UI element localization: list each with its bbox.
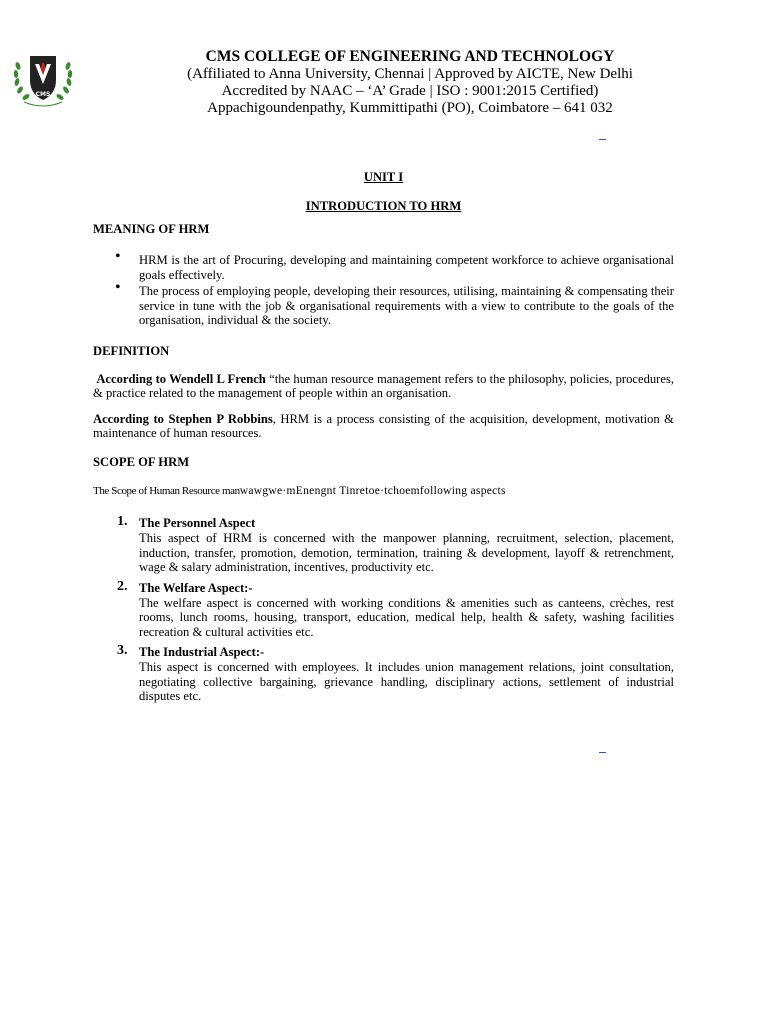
french-text: “the human resource management refers to the philosophy, policies, procedures, & practice related to the management of people within an organisation. xyxy=(93,371,674,400)
list-item: 1. The Personnel Aspect This aspect of HRM is concerned with the manpower planning, recruitment, selection, placement, induction, transfer, promotion, demotion, termination, training & development, layoff & retrenchment, wage & salary administration, incentives, productivity etc. xyxy=(117,514,674,574)
french-author: According to Wendell L French xyxy=(96,371,266,386)
affiliation-line: (Affiliated to Anna University, Chennai | Approved by AICTE, New Delhi xyxy=(187,66,633,82)
list-item: 3. The Industrial Aspect:- This aspect is concerned with employees. It includes union management relations, joint consultation, negotiating collective bargaining, grievance handling, disciplinary actions, settlement of industrial disputes etc. xyxy=(117,643,674,703)
robbins-definition xyxy=(93,412,674,441)
college-header xyxy=(100,48,720,117)
page-link-mark-top[interactable] xyxy=(599,139,606,140)
college-name: CMS COLLEGE OF ENGINEERING AND TECHNOLOGY xyxy=(205,48,615,65)
aspect-title: The Industrial Aspect:- xyxy=(139,645,265,659)
list-item: • HRM is the art of Procuring, developing and maintaining competent workforce to achieve organisational goals effectively. xyxy=(115,248,674,282)
meaning-heading: MEANING OF HRM xyxy=(93,222,210,236)
unit-title: UNIT I xyxy=(363,170,404,184)
aspect-text: The welfare aspect is concerned with working conditions & amenities such as canteens, crèches, rest rooms, lunch rooms, housing, transport, education, medical help, health & safety, washing facilities recreation & cultural activities etc. xyxy=(139,595,674,639)
list-item: 2. The Welfare Aspect:- The welfare aspect is concerned with working conditions & amenities such as canteens, crèches, rest rooms, lunch rooms, housing, transport, education, medical help, health & safety, washing facilities recreation & cultural activities etc. xyxy=(117,578,674,639)
scope-heading: SCOPE OF HRM xyxy=(93,454,190,469)
bullet-icon: • xyxy=(115,279,121,296)
aspect-text: This aspect of HRM is concerned with the manpower planning, recruitment, selection, placement, induction, transfer, promotion, demotion, termination, training & development, layoff & retrenchment, wage & salary administration, incentives, productivity etc. xyxy=(139,531,674,574)
aspect-title: The Personnel Aspect xyxy=(139,516,256,530)
robbins-author: According to Stephen P Robbins xyxy=(93,411,273,426)
document-body xyxy=(93,170,674,710)
accreditation-line: Accredited by NAAC – ‘A’ Grade | ISO : 9001:2015 Certified) xyxy=(221,83,599,99)
french-definition xyxy=(93,372,674,401)
aspect-text: This aspect is concerned with employees. It includes union management relations, joint consultation, negotiating collective bargaining, grievance handling, disciplinary actions, settlement of industrial disputes etc. xyxy=(139,660,674,703)
scope-intro: The Scope of Human Resource manwawgwe·mEnengnt Tinretoe·tchoemfollowing aspects xyxy=(93,484,506,497)
scope-garbled-text: wawgwe·mEnengnt Tinretoe·tchoem xyxy=(239,484,420,497)
college-logo xyxy=(10,50,76,112)
page-link-mark-bottom[interactable] xyxy=(599,752,606,753)
bullet-icon: • xyxy=(115,248,121,265)
robbins-text: , HRM is a process consisting of the acquisition, development, motivation & maintenance of human resources. xyxy=(93,411,674,440)
aspect-title: The Welfare Aspect:- xyxy=(139,580,253,595)
logo-text: CMS xyxy=(35,91,51,98)
chapter-title: INTRODUCTION TO HRM xyxy=(305,199,462,213)
definition-heading: DEFINITION xyxy=(93,343,170,358)
scope-aspects-list xyxy=(93,516,674,704)
address-line: Appachigoundenpathy, Kummittipathi (PO), Coimbatore – 641 032 xyxy=(207,100,613,116)
meaning-list xyxy=(93,248,674,328)
list-item: • The process of employing people, developing their resources, utilising, maintaining & compensating their service in tune with the job & organisational requirements with a view to contribute to the goals of the organisation, individual & the society. xyxy=(115,279,674,327)
